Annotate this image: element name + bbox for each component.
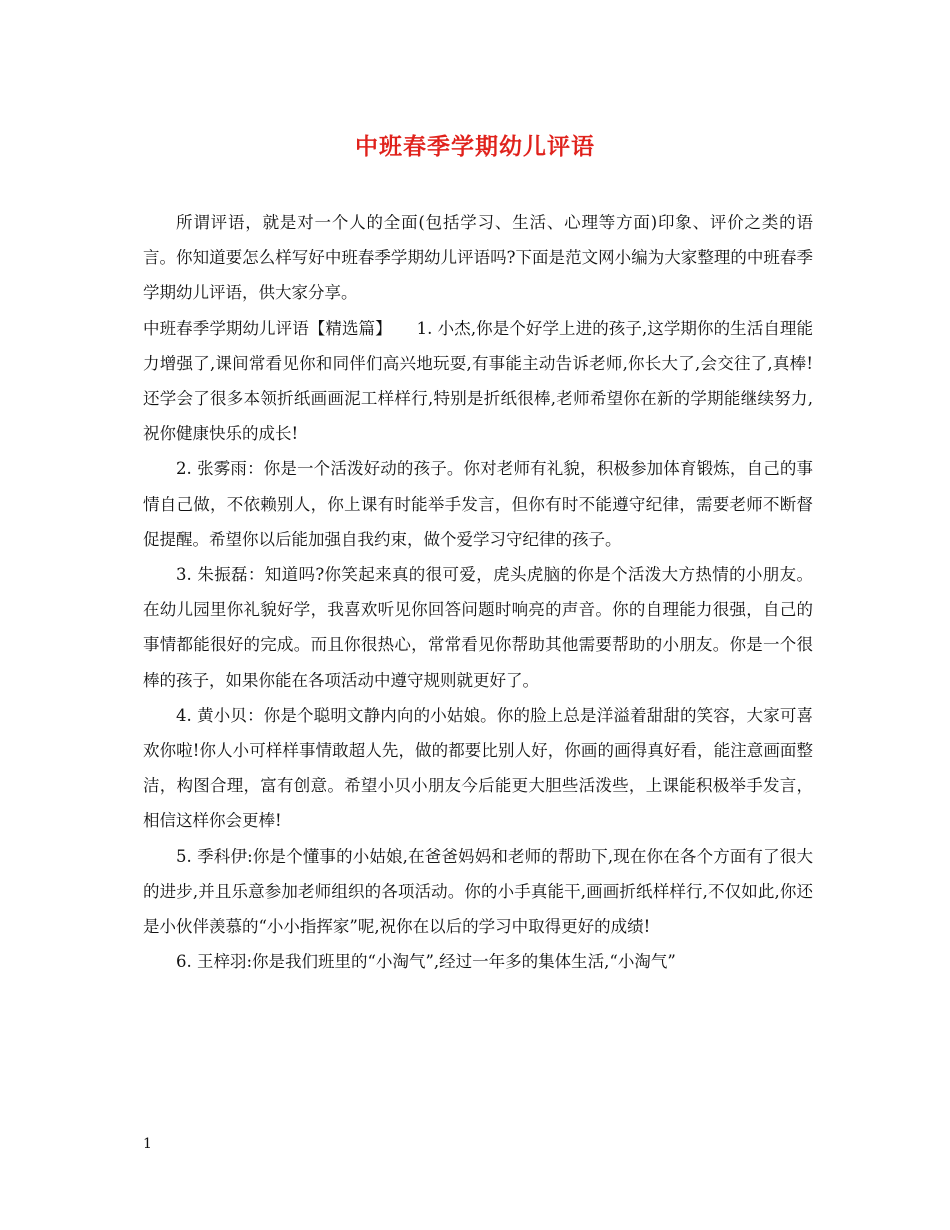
- document-title: 中班春季学期幼儿评语: [355, 133, 595, 160]
- comment-paragraph-2: 2. 张雾雨：你是一个活泼好动的孩子。你对老师有礼貌，积极参加体育锻炼，自己的事情自己做，不依赖别人，你上课有时能举手发言，但你有时不能遵守纪律，需要老师不断督促提醒。希望你以后能加强自我约束，做个爱学习守纪律的孩子。: [143, 459, 813, 549]
- intro-paragraph: 所谓评语，就是对一个人的全面(包括学习、生活、心理等方面)印象、评价之类的语言。你知道要怎么样写好中班春季学期幼儿评语吗?下面是范文网小编为大家整理的中班春季学期幼儿评语，供大家分享。: [143, 213, 813, 303]
- comment-paragraph-3: 3. 朱振磊：知道吗?你笑起来真的很可爱，虎头虎脑的你是个活泼大方热情的小朋友。在幼儿园里你礼貌好学，我喜欢听见你回答问题时响亮的声音。你的自理能力很强，自己的事情都能很好的完成。而且你很热心，常常看见你帮助其他需要帮助的小朋友。你是一个很棒的孩子，如果你能在各项活动中遵守规则就更好了。: [143, 565, 813, 690]
- comment-paragraph-1: 中班春季学期幼儿评语【精选篇】 1. 小杰,你是个好学上进的孩子,这学期你的生活自理能力增强了,课间常看见你和同伴们高兴地玩耍,有事能主动告诉老师,你长大了,会交往了,真棒!还学会了很多本领折纸画画泥工样样行,特别是折纸很棒,老师希望你在新的学期能继续努力,祝你健康快乐的成长!: [143, 318, 813, 444]
- page-number: 1: [143, 1136, 152, 1152]
- comment-paragraph-4: 4. 黄小贝：你是个聪明文静内向的小姑娘。你的脸上总是洋溢着甜甜的笑容，大家可喜欢你啦!你人小可样样事情敢超人先，做的都要比别人好，你画的画得真好看，能注意画面整洁，构图合理，富有创意。希望小贝小朋友今后能更大胆些活泼些，上课能积极举手发言，相信这样你会更棒!: [143, 705, 813, 831]
- comment-paragraph-6: 6. 王梓羽:你是我们班里的“小淘气”,经过一年多的集体生活,“小淘气”: [176, 952, 676, 972]
- document-body: [143, 205, 813, 979]
- comment-paragraph-5: 5. 季科伊:你是个懂事的小姑娘,在爸爸妈妈和老师的帮助下,现在你在各个方面有了很大的进步,并且乐意参加老师组织的各项活动。你的小手真能干,画画折纸样样行,不仅如此,你还是小伙伴羡慕的“小小指挥家”呢,祝你在以后的学习中取得更好的成绩!: [143, 846, 813, 937]
